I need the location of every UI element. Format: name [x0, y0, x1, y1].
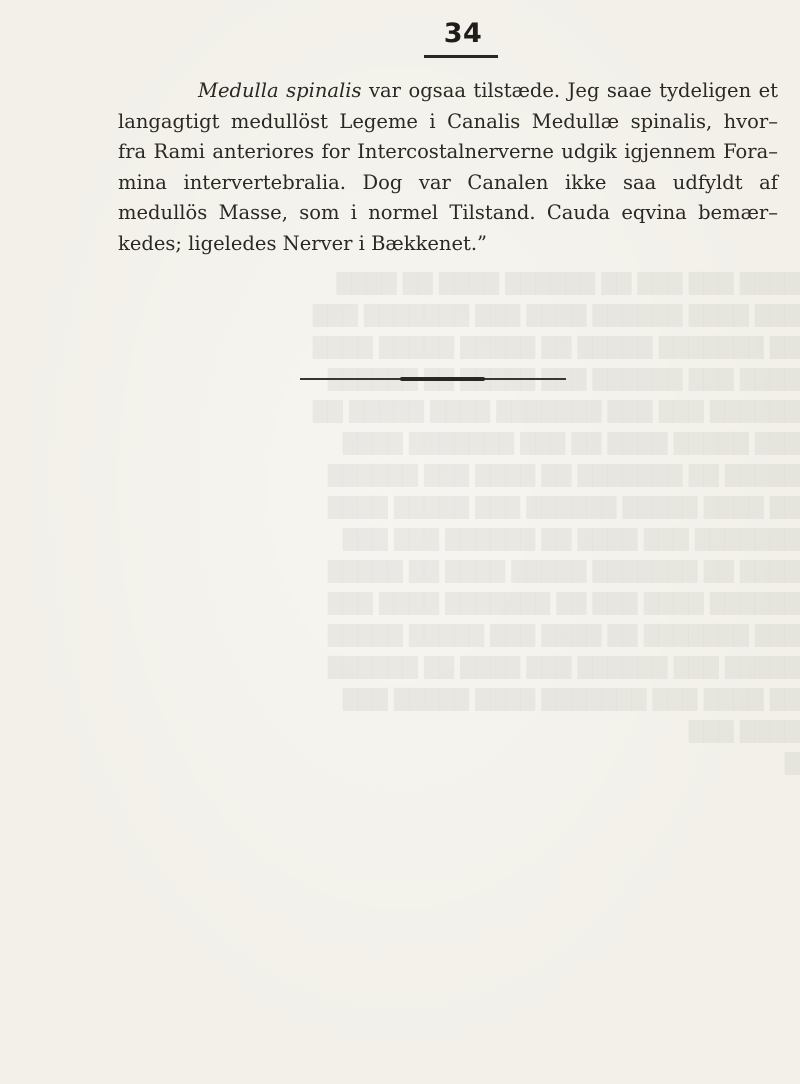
page-number: 34 — [443, 18, 483, 49]
paragraph-line-6: kedes; ligeledes Nerver i Bækkenet.” — [118, 231, 488, 255]
section-separator-ornament — [400, 377, 485, 381]
paragraph-line-3: fra Rami anteriores for Intercostalnerverne udgik igjennem Fora– — [118, 140, 778, 163]
paragraph-line-4: mina intervertebralia. Dog var Canalen ikke saa udfyldt af — [118, 170, 778, 194]
body-paragraph — [118, 76, 778, 259]
latin-term: Medulla spinalis — [198, 79, 362, 102]
line-text: var ogsaa tilstæde. Jeg saae tydeligen et — [361, 79, 778, 102]
paragraph-line-1 — [118, 76, 778, 107]
paragraph-line-5: medullös Masse, som i normel Tilstand. Cauda eqvina bemær– — [118, 201, 778, 224]
paragraph-line-2: langagtigt medullöst Legeme i Canalis Medullæ spinalis, hvor– — [118, 109, 778, 133]
bleed-through-texture: ████ ███ ███ ██ ██████ ████ ██ ████ ███ ████ ██████ ████ ███ ███████ ███ ██ ███████ █████ ██ █████ █████ ████ ████ ███ ██████ ███ █████ ██ ██████ ██████ ███ ███ ███████ ████ █████ ██ ███ █████ ████ ██ ███ ███████ ████ █████ ██ ███████ ██ ████ ███ ██████ ██ ████ █████ ██████ ███ █████ ████ ███████ ███ ████ ██ ██████ ███ ███ ████ ██ ███████ █████ ████ ██ █████ ██████ ████ ███ ██ ███████ ████ ███ ███ ███████ ██ ████ ███ █████ █████ █████ ███ ██████ ███ ████ ██ ██████ ██ ████ ███ ███████ ████ █████ ███ ████ ███ █ — [312, 272, 800, 775]
page-number-underline — [424, 55, 498, 58]
